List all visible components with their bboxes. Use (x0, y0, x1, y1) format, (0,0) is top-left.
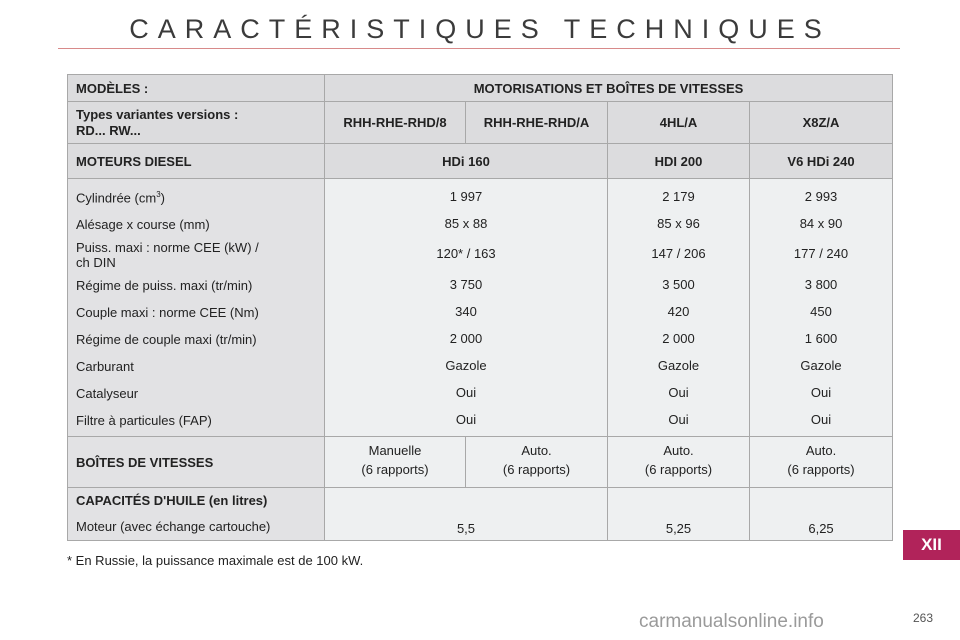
watermark: carmanualsonline.info (639, 611, 824, 632)
motorisations-header: MOTORISATIONS ET BOÎTES DE VITESSES (325, 75, 893, 102)
spec-value: 450 (810, 303, 832, 319)
table-row-oil (68, 488, 893, 541)
engines-label: MOTEURS DIESEL (68, 144, 325, 179)
table-row-models (68, 75, 893, 102)
spec-value: 420 (667, 303, 690, 319)
engine-cell: HDi 160 (325, 144, 608, 179)
title-divider (58, 48, 900, 49)
section-tab[interactable]: XII (903, 530, 960, 560)
spec-value: 177 / 240 (793, 246, 849, 262)
spec-label: Régime de couple maxi (tr/min) (76, 332, 257, 348)
table-row-engines (68, 144, 893, 179)
spec-label: Régime de puiss. maxi (tr/min) (76, 278, 253, 294)
gearbox-type: Auto. (805, 443, 837, 459)
spec-label: Filtre à particules (FAP) (76, 413, 212, 429)
engine-cell: HDI 200 (608, 144, 750, 179)
spec-value: Gazole (657, 357, 700, 373)
spec-value: 2 179 (662, 188, 695, 204)
spec-value: 2 993 (804, 188, 838, 204)
spec-value: Oui (455, 384, 477, 400)
gearbox-detail: (6 rapports) (502, 462, 571, 478)
oil-value: 5,25 (608, 488, 750, 541)
oil-value: 5,5 (325, 488, 608, 541)
gearbox-type: Auto. (521, 443, 552, 459)
spec-value: Oui (810, 411, 832, 427)
spec-label: Cylindrée $(cm^3)$ (76, 190, 165, 206)
spec-value: Oui (455, 411, 477, 427)
spec-value: 3 750 (449, 276, 483, 292)
spec-value: 2 000 (662, 330, 695, 346)
type-cell: RHH-RHE-RHD/8 (325, 102, 466, 144)
spec-table (67, 74, 893, 541)
spec-value: 147 / 206 (651, 246, 706, 262)
gearbox-cell (325, 437, 466, 488)
gearbox-label: BOÎTES DE VITESSES (68, 437, 325, 488)
footnote: * En Russie, la puissance maximale est de 100 kW. (67, 553, 364, 568)
gearbox-cell (466, 437, 608, 488)
spec-value: Gazole (800, 357, 842, 373)
type-cell: RHH-RHE-RHD/A (466, 102, 608, 144)
spec-label: Catalyseur (76, 386, 139, 402)
spec-value: Oui (810, 384, 832, 400)
gearbox-detail: (6 rapports) (787, 462, 855, 478)
spec-value: 120* / 163 (436, 246, 496, 262)
spec-value: 3 500 (662, 276, 695, 292)
spec-label: Alésage x course (mm) (76, 217, 210, 233)
spec-value: Gazole (445, 357, 487, 373)
gearbox-type: Auto. (663, 443, 694, 459)
spec-labels (76, 181, 316, 434)
spec-values-v6hdi240 (758, 183, 884, 433)
spec-values-hdi200 (616, 183, 741, 433)
spec-value: 84 x 90 (799, 215, 843, 231)
page-title: CARACTÉRISTIQUES TECHNIQUES (129, 14, 831, 44)
spec-value: Oui (668, 384, 689, 400)
gearbox-detail: (6 rapports) (361, 462, 429, 478)
spec-label: Carburant (76, 359, 134, 375)
spec-value: 85 x 96 (657, 215, 700, 231)
type-cell: 4HL/A (608, 102, 750, 144)
models-label: MODÈLES : (68, 75, 325, 102)
spec-label: Couple maxi : norme CEE (Nm) (76, 305, 259, 321)
spec-value: 3 800 (804, 276, 838, 292)
spec-value: 2 000 (449, 330, 483, 346)
spec-value: 1 997 (449, 188, 483, 204)
types-label: Types variantes versions : RD... RW... (68, 102, 325, 144)
table-row-specs (68, 179, 893, 437)
gearbox-cell (750, 437, 893, 488)
oil-value: 6,25 (750, 488, 893, 541)
spec-values-hdi160 (333, 183, 599, 433)
type-cell: X8Z/A (750, 102, 893, 144)
oil-sublabel: Moteur (avec échange cartouche) (76, 519, 271, 535)
spec-value: Oui (668, 411, 689, 427)
gearbox-detail: (6 rapports) (644, 462, 713, 478)
page-number: 263 (913, 611, 934, 625)
spec-value: 1 600 (804, 330, 838, 346)
gearbox-type: Manuelle (368, 443, 422, 459)
engine-cell: V6 HDi 240 (750, 144, 893, 179)
spec-value: 85 x 88 (444, 215, 488, 231)
spec-value: 340 (455, 303, 477, 319)
table-row-gearboxes (68, 437, 893, 488)
table-row-types (68, 102, 893, 144)
spec-label: Puiss. maxi : norme CEE (kW) / ch DIN (76, 240, 259, 271)
gearbox-cell (608, 437, 750, 488)
oil-label: CAPACITÉS D'HUILE (en litres) (76, 493, 268, 509)
